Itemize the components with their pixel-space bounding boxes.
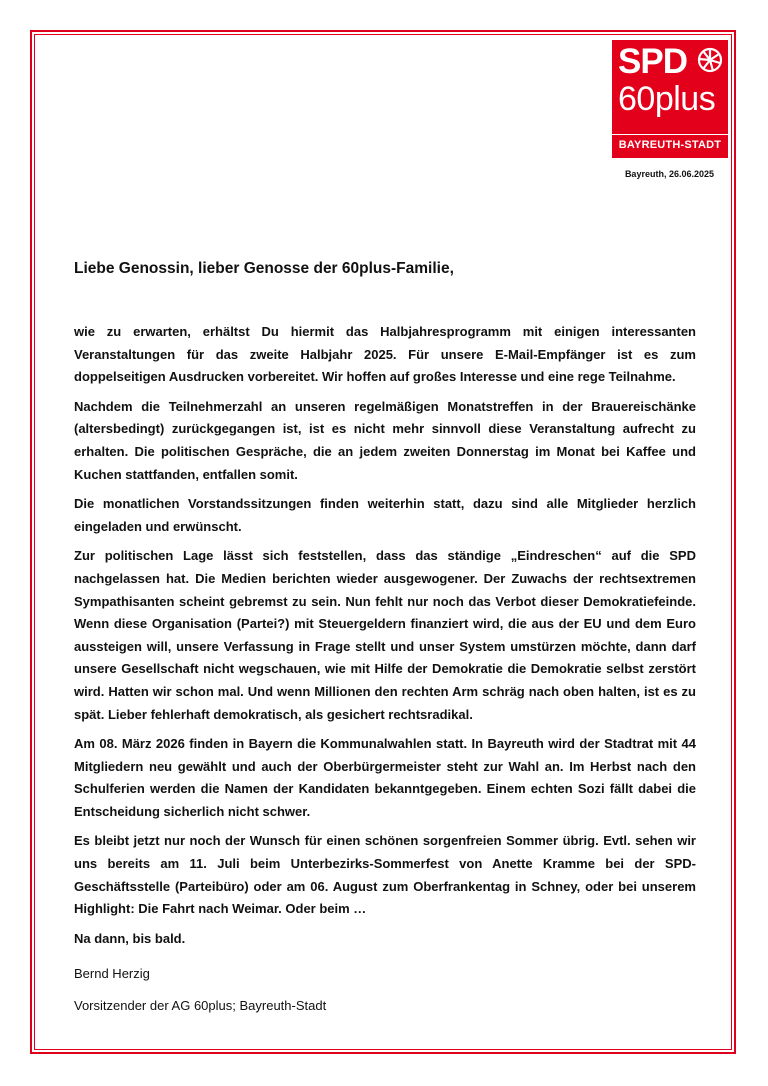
body-paragraph: Es bleibt jetzt nur noch der Wunsch für einen schönen sorgenfreien Sommer übrig. Evtl. sehen wir uns bereits am 11. Juli beim Unterbezirks-Sommerfest von Anette Kramme bei der SPD-Geschäftsstelle (Parteibüro) oder am 06. August zum Oberfrankentag in Schney, oder bei unserem Highlight: Die Fahrt nach Weimar. Oder beim …	[74, 833, 696, 917]
logo-brand: SPD	[618, 42, 687, 81]
closing-line: Na dann, bis bald.	[74, 930, 186, 946]
letter-date: Bayreuth, 26.06.2025	[624, 169, 714, 179]
body-paragraph: wie zu erwarten, erhältst Du hiermit das Halbjahresprogramm mit einigen interessanten Veranstaltungen für das zweite Halbjahr 2025. Für unsere E-Mail-Empfänger ist es zum doppelseitigen Ausdrucken vorbereitet. Wir hoffen auf großes Interesse und eine rege Teilnahme.	[74, 324, 696, 385]
letter-salutation: Liebe Genossin, lieber Genosse der 60plus-Familie,	[74, 260, 454, 277]
logo-city: BAYREUTH-STADT	[618, 139, 722, 151]
body-paragraph: Die monatlichen Vorstandssitzungen finden weiterhin statt, dazu sind alle Mitglieder herzlich eingeladen und erwünscht.	[74, 496, 696, 534]
signature-title: Vorsitzender der AG 60plus; Bayreuth-Stadt	[74, 998, 327, 1014]
logo-divider	[612, 134, 728, 135]
logo-subbrand: 60plus	[618, 80, 716, 118]
letter-body	[74, 321, 696, 1018]
spd-60plus-logo	[612, 40, 728, 158]
body-paragraph: Am 08. März 2026 finden in Bayern die Kommunalwahlen statt. In Bayreuth wird der Stadtrat mit 44 Mitgliedern neu gewählt und auch der Oberbürgermeister steht zur Wahl an. Im Herbst nach den Schulferien werden die Namen der Kandidaten bekanntgegeben. Einem echten Sozi fällt dabei die Entscheidung sicherlich nicht schwer.	[74, 736, 696, 819]
body-paragraph: Zur politischen Lage lässt sich feststellen, dass das ständige „Eindreschen“ auf die SPD nachgelassen hat. Die Medien berichten wieder ausgewogener. Der Zuwachs der rechtsextremen Sympathisanten scheint gebremst zu sein. Nun fehlt nur noch das Verbot dieser Demokratiefeinde. Wenn diese Organisation (Partei?) mit Steuergeldern finanziert wird, die aus der EU und dem Euro aussteigen will, unsere Verfassung in Frage stellt und unser System umstürzen möchte, dann darf unsere Gesellschaft nicht wegschauen, wie mit Hilfe der Demokratie die Demokratie selbst zerstört wird. Hatten wir schon mal. Und wenn Millionen den rechten Arm schräg nach oben halten, ist es zu spät. Lieber fehlerhaft demokratisch, als gesichert rechtsradikal.	[74, 548, 696, 722]
signature-name: Bernd Herzig	[74, 966, 150, 982]
spd-rose-icon	[696, 46, 724, 74]
body-paragraph: Nachdem die Teilnehmerzahl an unseren regelmäßigen Monatstreffen in der Brauereischänke (altersbedingt) zurückgegangen ist, ist es nicht mehr sinnvoll diese Veranstaltung aufrecht zu erhalten. Die politischen Gespräche, die an jedem zweiten Donnerstag im Monat bei Kaffee und Kuchen stattfanden, entfallen somit.	[74, 398, 696, 482]
